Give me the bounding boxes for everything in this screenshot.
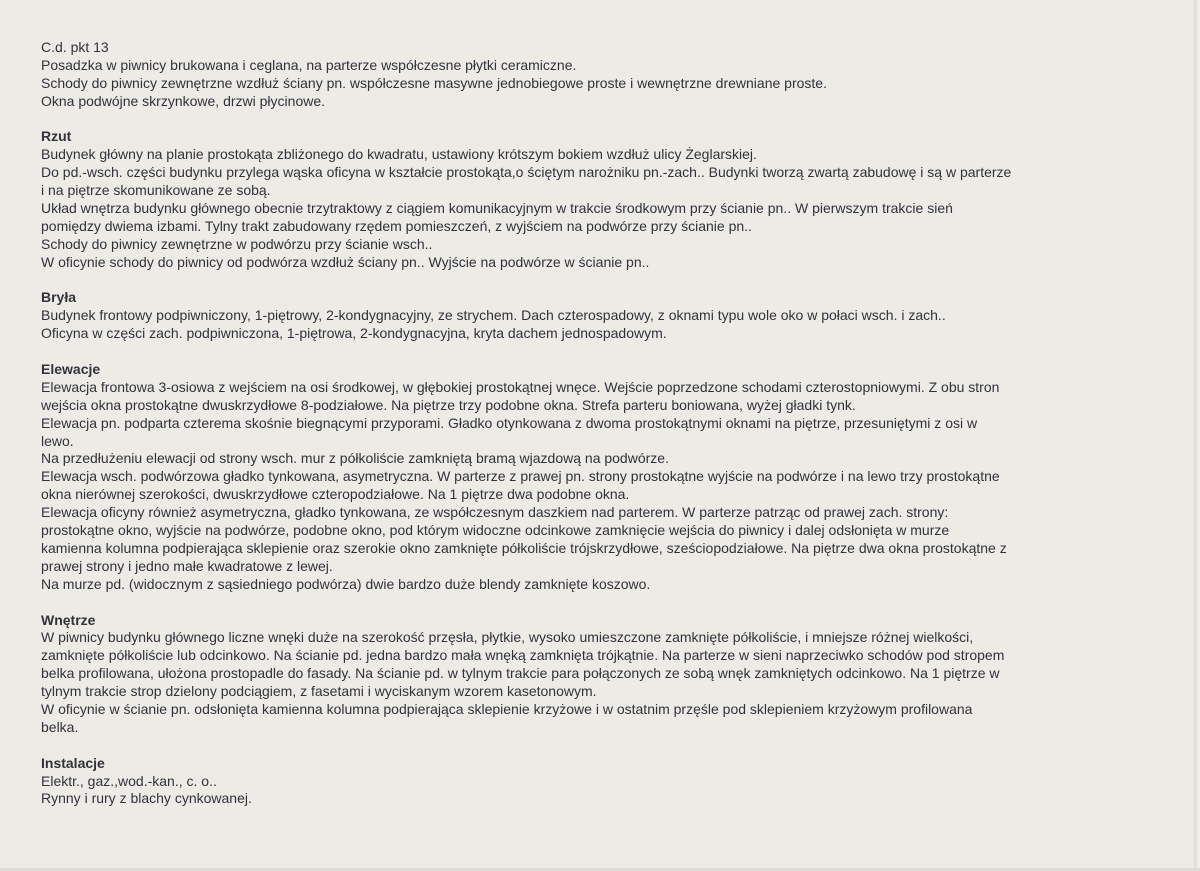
section-spacer — [41, 111, 1151, 129]
section-line: Schody do piwnicy zewnętrzne w podwórzu przy ścianie wsch.. — [41, 235, 433, 252]
section-line: Na przedłużeniu elewacji od strony wsch. mur z półkoliście zamkniętą bramą wjazdową na podwórze. — [41, 450, 669, 467]
section-line: Elewacja wsch. podwórzowa gładko tynkowana, asymetryczna. W parterze z prawej pn. strony prostokątne wyjście na podwórze i na lewo trzy prostokątne — [41, 468, 1000, 485]
section-line: wejścia okna prostokątne dwuskrzydłowe 8-podziałowe. Na piętrze trzy podobne okna. Strefa parteru boniowana, wyżej gładki tynk. — [41, 396, 856, 413]
intro-line: C.d. pkt 13 — [41, 39, 109, 55]
intro-line: Okna podwójne skrzynkowe, drzwi płycinowe. — [41, 92, 326, 109]
section-line: W oficynie w ścianie pn. odsłonięta kamienna kolumna podpierająca sklepienie krzyżowe i w ostatnim przęśle pod sklepieniem krzyżowym profilowana — [41, 700, 973, 717]
section-line: kamienna kolumna podpierająca sklepienie oraz szerokie okno zamknięte półkoliście trójskrzydłowe, sześciopodziałowe. Na piętrze dwa okna prostokątne z — [41, 539, 1007, 556]
section-spacer — [41, 594, 1151, 612]
section-line: belka. — [41, 718, 79, 735]
section-wnetrze — [41, 612, 1151, 737]
section-line: tylnym trakcie strop dzielony podciągiem, z fasetami i wyciskanym wzorem kasetonowym. — [41, 683, 597, 700]
section-line: Elewacja oficyny również asymetryczna, gładko tynkowana, ze współczesnym daszkiem nad parterem. W parterze patrząc od prawej zach. strony: — [41, 504, 949, 521]
section-line: zamknięte półkoliście lub odcinkowo. Na ścianie pd. jedna bardzo mała wnęką zamknięta trójkątnie. Na parterze w sieni naprzeciwko schodów pod stropem — [41, 647, 1005, 664]
intro-line: Schody do piwnicy zewnętrzne wzdłuż ściany pn. współczesne masywne jednobiegowe proste i wewnętrzne drewniane proste. — [41, 74, 827, 91]
section-bryla — [41, 289, 1151, 343]
section-line: Do pd.-wsch. części budynku przylega wąska oficyna w kształcie prostokąta,o ściętym narożniku pn.-zach.. Budynki tworzą zwartą zabudowę i są w parterze — [41, 164, 1012, 181]
section-line: Na murze pd. (widocznym z sąsiedniego podwórza) dwie bardzo duże blendy zamknięte koszowo. — [41, 575, 651, 592]
section-line: prawej strony i jedno małe kwadratowe z lewej. — [41, 557, 333, 574]
section-spacer — [41, 737, 1151, 755]
section-line: lewo. — [41, 432, 74, 449]
section-heading: Bryła — [41, 289, 77, 306]
section-line: Budynek główny na planie prostokąta zbliżonego do kwadratu, ustawiony krótszym bokiem wzdłuż ulicy Żeglarskiej. — [41, 146, 757, 163]
section-spacer — [41, 343, 1151, 361]
section-heading: Instalacje — [41, 754, 105, 771]
section-line: prostokątne okno, wyjście na podwórze, podobne okno, pod którym widoczne odcinkowe zamknięcie wejścia do piwnicy i dalej odsłonięta w murze — [41, 522, 950, 539]
section-line: Elektr., gaz.,wod.-kan., c. o.. — [41, 772, 217, 789]
scan-edge-right — [1194, 0, 1200, 871]
section-line: W piwnicy budynku głównego liczne wnęki duże na szerokość przęsła, płytkie, wysoko umieszczone zamknięte półkoliście, i mniejsze różnej wielkości, — [41, 629, 974, 646]
section-line: Elewacja frontowa 3-osiowa z wejściem na osi środkowej, w głębokiej prostokątnej wnęce. Wejście poprzedzone schodami czterostopniowymi. Z obu stron — [41, 378, 1000, 395]
section-line: W oficynie schody do piwnicy od podwórza wzdłuż ściany pn.. Wyjście na podwórze w ścianie pn.. — [41, 253, 650, 270]
section-heading: Elewacje — [41, 361, 101, 378]
section-line: Elewacja pn. podparta czterema skośnie biegnącymi przyporami. Gładko otynkowana z dwoma prostokątnymi oknami na piętrze, przesuniętymi z osi w — [41, 414, 978, 431]
section-line: pomiędzy dwiema izbami. Tylny trakt zabudowany rzędem pomieszczeń, z wyjściem na podwórze przy ścianie pn.. — [41, 217, 752, 234]
section-instalacje — [41, 755, 1151, 809]
section-elewacje — [41, 361, 1151, 594]
section-heading: Rzut — [41, 128, 72, 145]
intro-line: Posadzka w piwnicy brukowana i ceglana, na parterze współczesne płytki ceramiczne. — [41, 56, 577, 73]
section-line: i na piętrze skomunikowane ze sobą. — [41, 182, 271, 199]
section-line: okna nierównej szerokości, dwuskrzydłowe czteropodziałowe. Na 1 piętrze dwa podobne okna. — [41, 486, 630, 503]
section-line: Rynny i rury z blachy cynkowanej. — [41, 790, 252, 807]
section-line: belka profilowana, ułożona prostopadle do fasady. Na ścianie pd. w tylnym trakcie para połączonych ze sobą wnęk zamkniętych odcinkowo. Na 1 piętrze w — [41, 665, 1000, 682]
document-sheet — [41, 39, 1151, 808]
section-line: Budynek frontowy podpiwniczony, 1-piętrowy, 2-kondygnacyjny, ze strychem. Dach czterospadowy, z oknami typu wole oko w połaci wsch. i zach.. — [41, 307, 946, 324]
section-line: Układ wnętrza budynku głównego obecnie trzytraktowy z ciągiem komunikacyjnym w trakcie środkowym przy ścianie pn.. W pierwszym trakcie sień — [41, 200, 953, 217]
section-spacer — [41, 272, 1151, 290]
intro-block — [41, 39, 1151, 111]
section-line: Oficyna w części zach. podpiwniczona, 1-piętrowa, 2-kondygnacyjna, kryta dachem jednospadowym. — [41, 325, 667, 342]
section-rzut — [41, 128, 1151, 271]
section-heading: Wnętrze — [41, 611, 96, 628]
